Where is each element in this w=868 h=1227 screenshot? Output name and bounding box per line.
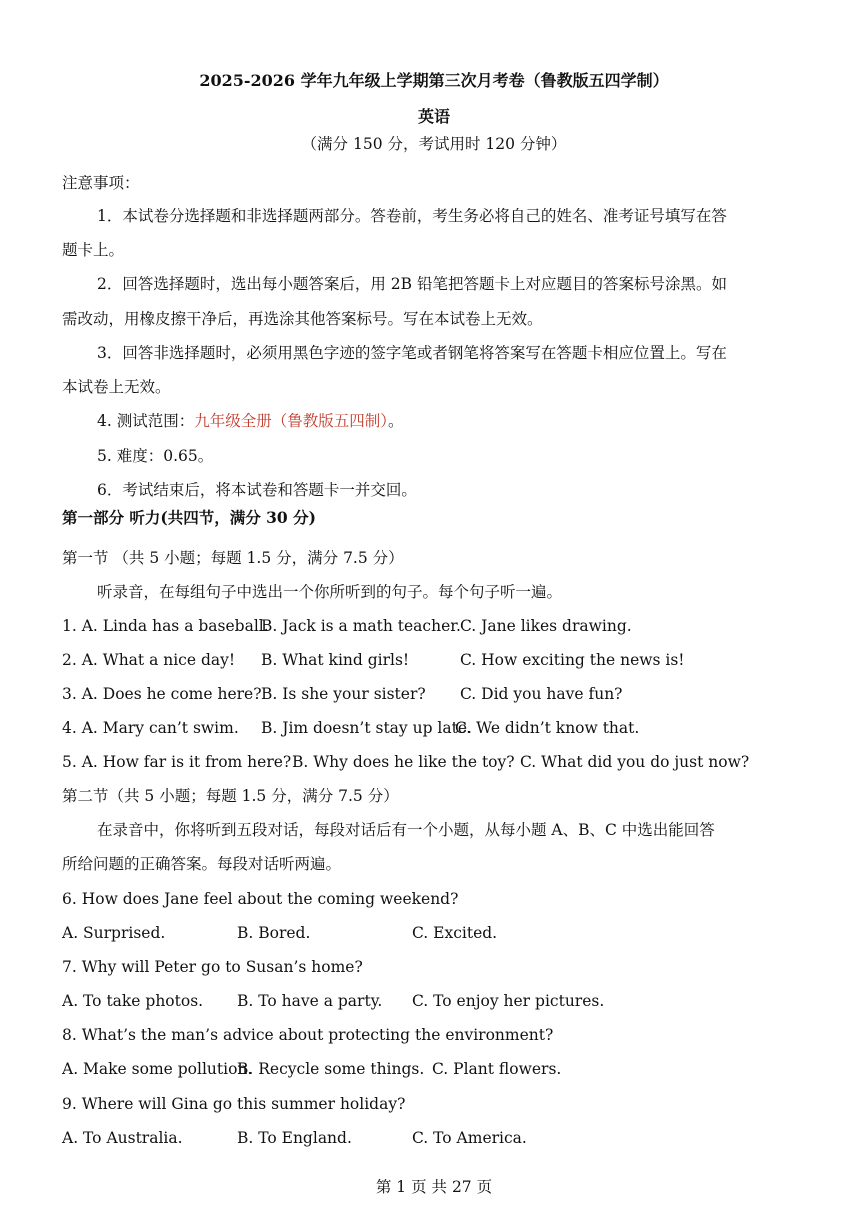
test-range-highlight: 九年级全册（鲁教版五四制） <box>194 412 388 430</box>
note-4-suffix: 。 <box>387 412 404 430</box>
part-1-heading: 第一部分 听力(共四节，满分 30 分) <box>62 508 316 527</box>
question-6-option-a: A. Surprised. <box>62 924 166 942</box>
question-6-option-b: B. Bored. <box>237 924 311 942</box>
item-3-option-a: 3. A. Does he come here? <box>62 685 262 703</box>
exam-info: （满分 150 分，考试用时 120 分钟） <box>301 135 567 153</box>
question-8-option-a: A. Make some pollution. <box>62 1060 253 1078</box>
question-8-option-c: C. Plant flowers. <box>432 1060 562 1078</box>
exam-title: 2025-2026 学年九年级上学期第三次月考卷（鲁教版五四学制） <box>199 71 669 90</box>
item-2-option-b: B. What kind girls! <box>261 651 410 669</box>
note-4 <box>97 411 404 431</box>
page-number: 第 1 页 共 27 页 <box>375 1178 493 1196</box>
item-5-option-b: B. Why does he like the toy? <box>292 753 515 771</box>
item-4-option-c: C. We didn’t know that. <box>455 719 640 737</box>
question-6: 6. How does Jane feel about the coming weekend? <box>62 890 459 908</box>
note-2-line-1: 2．回答选择题时，选出每小题答案后，用 2B 铅笔把答题卡上对应题目的答案标号涂黑。如 <box>97 275 727 293</box>
note-3-line-1: 3．回答非选择题时，必须用黑色字迹的签字笔或者钢笔将答案写在答题卡相应位置上。写在 <box>97 344 727 362</box>
note-4-prefix: 4. 测试范围： <box>97 412 195 430</box>
item-2-option-a: 2. A. What a nice day! <box>62 651 236 669</box>
item-5-option-a: 5. A. How far is it from here? <box>62 753 292 771</box>
note-5: 5. 难度：0.65。 <box>97 447 214 465</box>
item-3-option-c: C. Did you have fun? <box>460 685 623 703</box>
subject-title: 英语 <box>417 107 450 126</box>
question-6-option-c: C. Excited. <box>412 924 498 942</box>
question-7-option-c: C. To enjoy her pictures. <box>412 992 605 1010</box>
question-7: 7. Why will Peter go to Susan’s home? <box>62 958 363 976</box>
item-2-option-c: C. How exciting the news is! <box>460 651 685 669</box>
question-9-option-b: B. To England. <box>237 1129 352 1147</box>
item-1-option-c: C. Jane likes drawing. <box>460 617 632 635</box>
note-3-line-2: 本试卷上无效。 <box>62 378 171 396</box>
note-2-line-2: 需改动，用橡皮擦干净后，再选涂其他答案标号。写在本试卷上无效。 <box>62 310 543 328</box>
item-1-option-b: B. Jack is a math teacher. <box>261 617 461 635</box>
note-1-line-2: 题卡上。 <box>62 241 125 259</box>
item-1-option-a: 1. A. Linda has a baseball. <box>62 617 269 635</box>
question-7-option-b: B. To have a party. <box>237 992 383 1010</box>
note-1-line-1: 1．本试卷分选择题和非选择题两部分。答卷前，考生务必将自己的姓名、准考证号填写在答 <box>97 207 727 225</box>
item-5-option-c: C. What did you do just now? <box>520 753 750 771</box>
question-8: 8. What’s the man’s advice about protecting the environment? <box>62 1026 554 1044</box>
question-7-option-a: A. To take photos. <box>62 992 204 1010</box>
item-4-option-b: B. Jim doesn’t stay up late. <box>261 719 472 737</box>
section-1-heading: 第一节 （共 5 小题；每题 1.5 分，满分 7.5 分） <box>62 549 404 567</box>
notes-heading: 注意事项： <box>62 174 140 192</box>
question-9: 9. Where will Gina go this summer holiday? <box>62 1095 406 1113</box>
section-2-instruction-line-2: 所给问题的正确答案。每段对话听两遍。 <box>62 855 342 873</box>
question-8-option-b: B. Recycle some things. <box>237 1060 425 1078</box>
section-2-heading: 第二节（共 5 小题；每题 1.5 分，满分 7.5 分） <box>62 787 399 805</box>
question-9-option-c: C. To America. <box>412 1129 527 1147</box>
item-3-option-b: B. Is she your sister? <box>261 685 426 703</box>
question-9-option-a: A. To Australia. <box>62 1129 183 1147</box>
item-4-option-a: 4. A. Mary can’t swim. <box>62 719 239 737</box>
section-1-instruction: 听录音，在每组句子中选出一个你所听到的句子。每个句子听一遍。 <box>97 583 563 601</box>
section-2-instruction-line-1: 在录音中，你将听到五段对话，每段对话后有一个小题，从每小题 A、B、C 中选出能回答 <box>97 821 715 839</box>
note-6: 6．考试结束后，将本试卷和答题卡一并交回。 <box>97 481 417 499</box>
